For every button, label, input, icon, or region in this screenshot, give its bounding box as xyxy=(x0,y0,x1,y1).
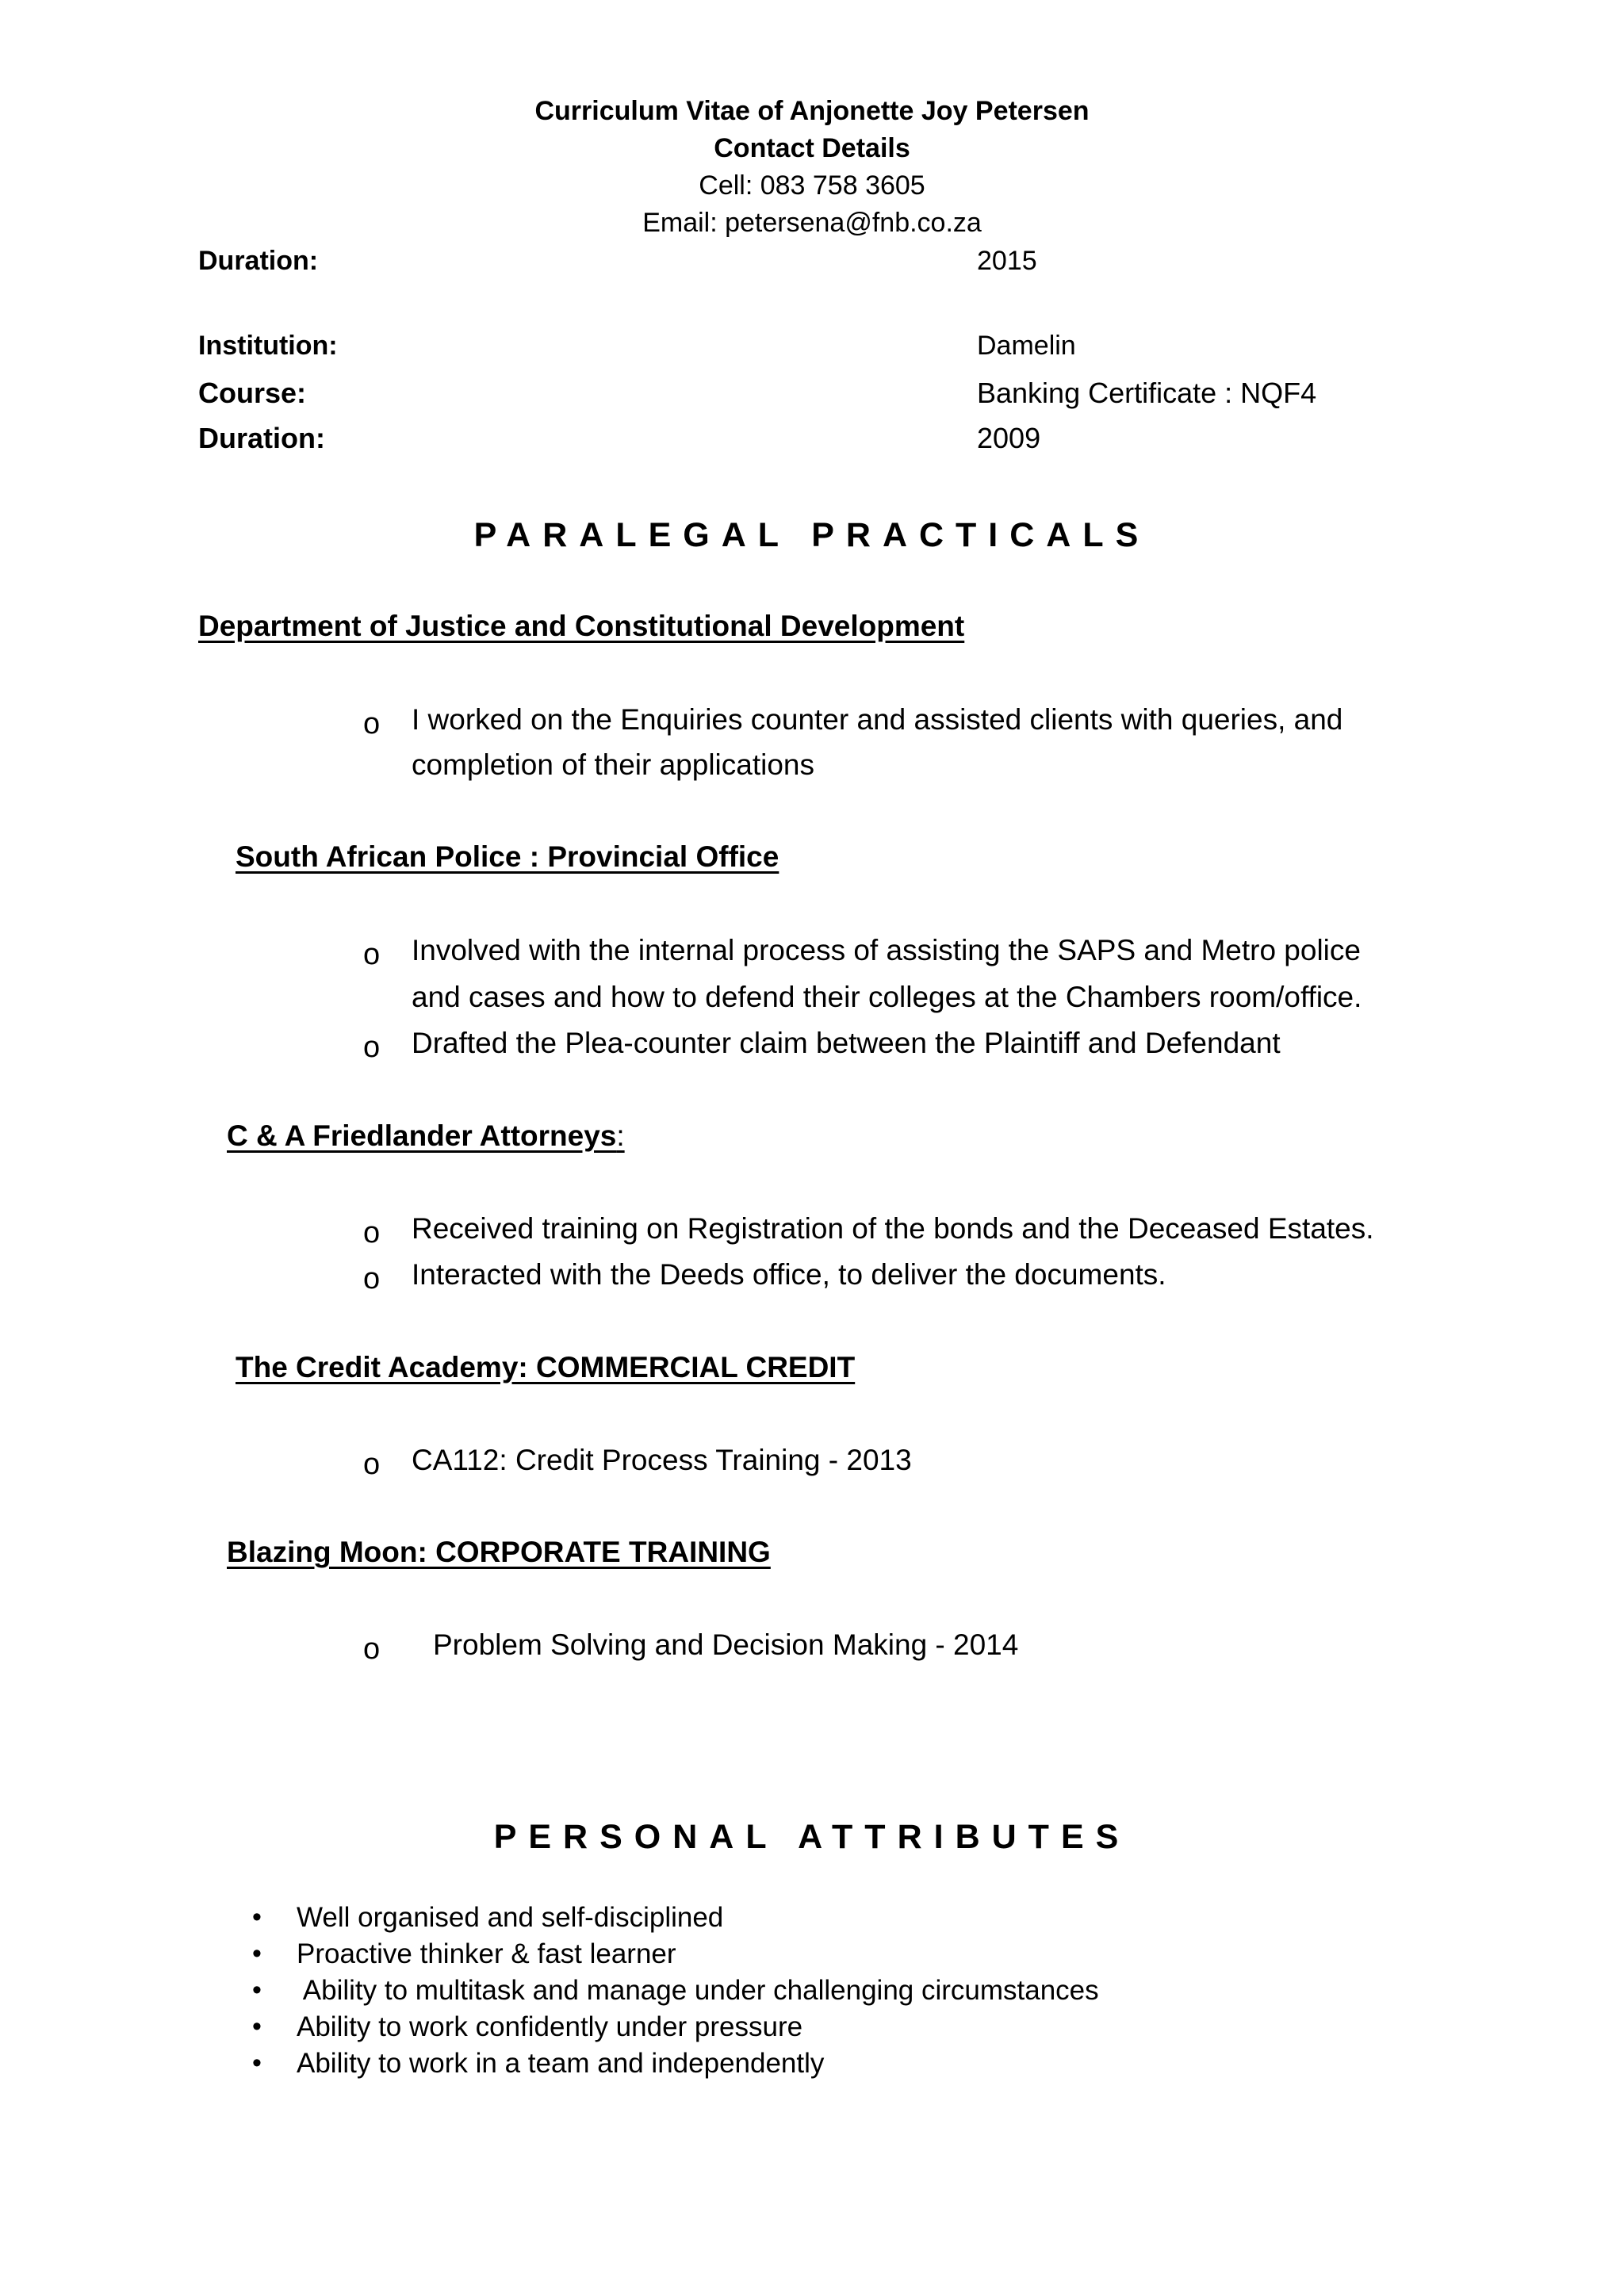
list-item: Received training on Registration of the bonds and the Deceased Estates. xyxy=(412,1212,1374,1245)
bullet-marker: • xyxy=(252,1975,262,2005)
bullet-marker: • xyxy=(252,2048,262,2078)
list-item: Drafted the Plea-counter claim between the Plaintiff and Defendant xyxy=(412,1027,1281,1059)
email-address: Email: petersena@fnb.co.za xyxy=(642,208,982,238)
cell-number: Cell: 083 758 3605 xyxy=(699,170,925,201)
bullet-marker: o xyxy=(363,1216,381,1249)
bullet-marker: o xyxy=(363,1448,381,1481)
duration-label: Duration: xyxy=(198,422,325,454)
org-name: C & A Friedlander Attorneys xyxy=(227,1119,617,1152)
attribute-item: Proactive thinker & fast learner xyxy=(297,1938,676,1969)
bullet-marker: • xyxy=(252,2011,262,2042)
list-item: Involved with the internal process of assisting the SAPS and Metro police xyxy=(412,934,1361,966)
attribute-item: Ability to work in a team and independently xyxy=(297,2048,825,2079)
attribute-item: Well organised and self-disciplined xyxy=(297,1902,724,1933)
cv-title: Curriculum Vitae of Anjonette Joy Petersen xyxy=(534,96,1090,126)
duration-label: Duration: xyxy=(198,246,319,276)
bullet-marker: o xyxy=(363,1262,381,1295)
attribute-item: Ability to multitask and manage under challenging circumstances xyxy=(297,1975,1099,2006)
list-item: Problem Solving and Decision Making - 2014 xyxy=(433,1628,1019,1661)
attribute-item: Ability to work confidently under pressure xyxy=(297,2011,803,2042)
bullet-marker: • xyxy=(252,1938,262,1969)
org-heading: Blazing Moon: CORPORATE TRAINING xyxy=(227,1536,771,1568)
section-title-paralegal: PARALEGAL PRACTICALS xyxy=(473,516,1151,554)
contact-details-heading: Contact Details xyxy=(714,133,910,163)
bullet-marker: o xyxy=(363,707,381,740)
org-heading: South African Police : Provincial Office xyxy=(236,840,779,873)
list-item: CA112: Credit Process Training - 2013 xyxy=(412,1444,912,1476)
org-suffix: : xyxy=(616,1119,625,1152)
list-item-continuation: and cases and how to defend their colleges at the Chambers room/office. xyxy=(412,981,1362,1013)
org-heading: Department of Justice and Constitutional Development xyxy=(198,610,965,642)
course-label: Course: xyxy=(198,377,307,409)
list-item: I worked on the Enquiries counter and assisted clients with queries, and xyxy=(412,703,1343,736)
bullet-marker: • xyxy=(252,1902,262,1932)
institution-value: Damelin xyxy=(977,331,1076,361)
list-item-continuation: completion of their applications xyxy=(412,748,815,781)
bullet-marker: o xyxy=(363,1031,381,1064)
bullet-marker: o xyxy=(363,1632,381,1666)
duration-value: 2009 xyxy=(977,422,1041,454)
org-heading: The Credit Academy: COMMERCIAL CREDIT xyxy=(236,1351,856,1383)
duration-value: 2015 xyxy=(977,246,1037,276)
org-heading xyxy=(227,1120,625,1153)
institution-label: Institution: xyxy=(198,331,338,361)
course-value: Banking Certificate : NQF4 xyxy=(977,377,1317,409)
bullet-marker: o xyxy=(363,938,381,971)
section-title-attributes: PERSONAL ATTRIBUTES xyxy=(493,1818,1131,1856)
list-item: Interacted with the Deeds office, to deliver the documents. xyxy=(412,1258,1166,1291)
